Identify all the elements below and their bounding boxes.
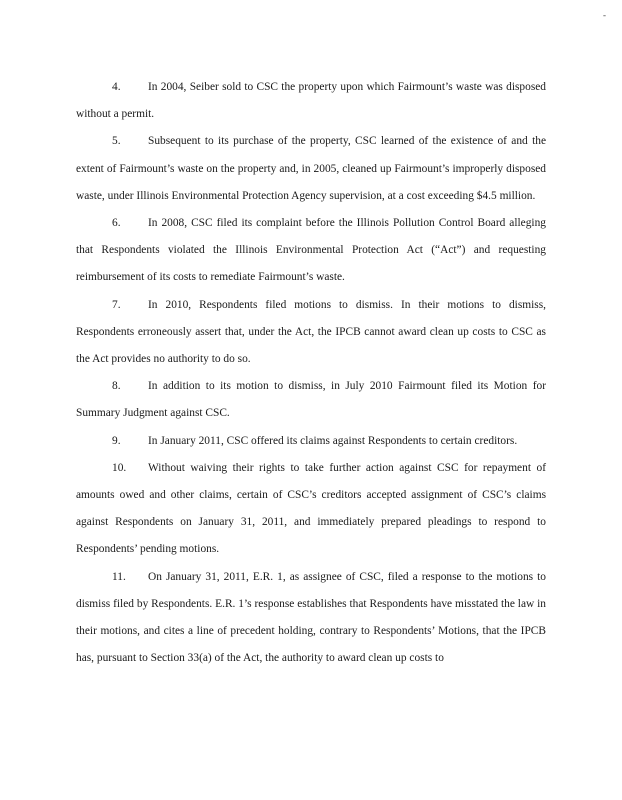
paragraph-5 (76, 128, 546, 210)
paragraph-number: 11. (112, 570, 126, 583)
paragraph-9 (76, 428, 546, 455)
paragraph-text: In 2008, CSC filed its complaint before the Illinois Pollution Control Board alleging that Respondents violated the Illinois Environmental Protection Act (“Act”) and requesting reimbursement of its costs to remediate Fairmount’s waste. (76, 217, 546, 284)
paragraph-text: Subsequent to its purchase of the property, CSC learned of the existence of and the extent of Fairmount’s waste on the property and, in 2005, cleaned up Fairmount’s improperly disposed waste, under Illinois Environmental Protection Agency supervision, at a cost exceeding $4.5 million. (76, 135, 546, 202)
paragraph-number: 8. (112, 380, 121, 393)
paragraph-4 (76, 74, 546, 128)
paragraph-number: 7. (112, 298, 121, 311)
paragraph-number: 9. (112, 434, 121, 447)
paragraph-6 (76, 210, 546, 292)
paragraph-number: 4. (112, 81, 121, 93)
paragraph-number: 5. (112, 135, 121, 148)
corner-mark: - (603, 10, 606, 20)
paragraph-text: In January 2011, CSC offered its claims against Respondents to certain creditors. (148, 434, 518, 447)
paragraph-text: In 2010, Respondents filed motions to dismiss. In their motions to dismiss, Respondents erroneously assert that, under the Act, the IPCB cannot award clean up costs to CSC as the Act provides no authority to do so. (76, 298, 546, 366)
paragraph-number: 6. (112, 217, 121, 230)
paragraph-7 (76, 292, 546, 374)
paragraph-8 (76, 373, 546, 427)
paragraph-text: Without waiving their rights to take further action against CSC for repayment of amounts owed and other claims, certain of CSC’s creditors accepted assignment of CSC’s claims against Respondents on January 31, 2011, and immediately prepared pleadings to respond to Respondents’ pending motions. (76, 461, 546, 556)
paragraph-number: 10. (112, 461, 127, 474)
paragraph-10 (76, 455, 546, 564)
paragraph-text: In addition to its motion to dismiss, in July 2010 Fairmount filed its Motion for Summary Judgment against CSC. (76, 380, 546, 420)
paragraph-text: On January 31, 2011, E.R. 1, as assignee of CSC, filed a response to the motions to dismiss filed by Respondents. E.R. 1’s response establishes that Respondents have misstated the law in their motions, and cites a line of precedent holding, contrary to Respondents’ Motions, that the IPCB has, pursuant to Section 33(a) of the Act, the authority to award clean up costs to (76, 570, 546, 665)
document-body (76, 74, 546, 672)
paragraph-11 (76, 564, 546, 673)
paragraph-text: In 2004, Seiber sold to CSC the property upon which Fairmount’s waste was disposed without a permit. (76, 81, 546, 121)
